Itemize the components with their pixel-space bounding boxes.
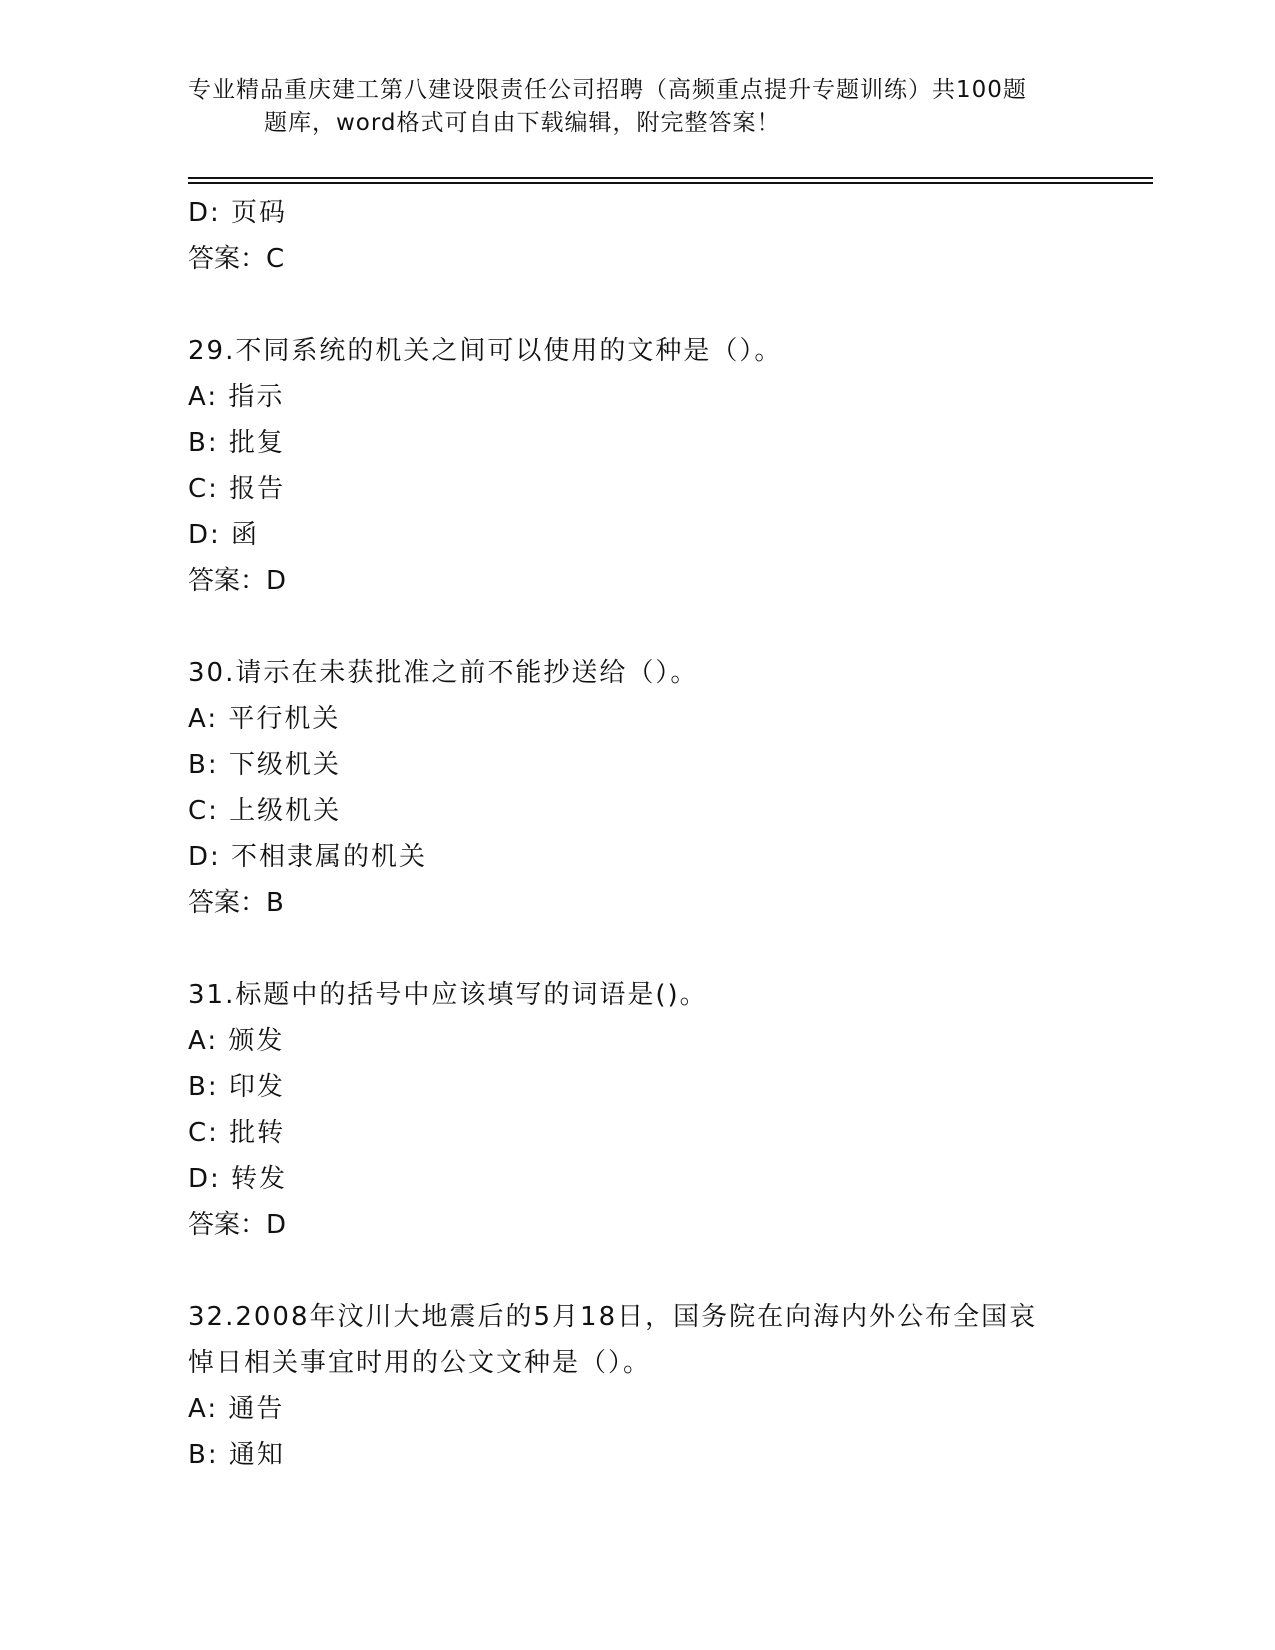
option-b: B: 下级机关 (188, 750, 341, 780)
spacer (188, 282, 1088, 328)
header-title-line-1: 专业精品重庆建工第八建设限责任公司招聘（高频重点提升专题训练）共100题 (188, 77, 1027, 103)
option-a: A: 平行机关 (188, 704, 341, 734)
option-a: A: 通告 (188, 1394, 285, 1424)
spacer (188, 1248, 1088, 1294)
question-text: 30.请示在未获批准之前不能抄送给（）。 (188, 658, 699, 688)
header-divider-top (188, 177, 1153, 179)
answer-line: 答案：C (188, 244, 285, 274)
option-a: A: 颁发 (188, 1026, 285, 1056)
option-d: D: 函 (188, 520, 260, 550)
question-text: 29.不同系统的机关之间可以使用的文种是（）。 (188, 336, 783, 366)
spacer (188, 604, 1088, 650)
option-d: D: 转发 (188, 1164, 288, 1194)
option-a: A: 指示 (188, 382, 285, 412)
option-c: C: 报告 (188, 474, 286, 504)
option-b: B: 印发 (188, 1072, 285, 1102)
option-c: C: 上级机关 (188, 796, 342, 826)
option-d: D: 页码 (188, 198, 288, 228)
document-header (188, 74, 1068, 140)
question-text-line-2: 悼日相关事宜时用的公文文种是（）。 (188, 1348, 652, 1378)
option-b: B: 通知 (188, 1440, 285, 1470)
option-d: D: 不相隶属的机关 (188, 842, 428, 872)
question-text: 31.标题中的括号中应该填写的词语是()。 (188, 980, 708, 1010)
question-text-line-1: 32.2008年汶川大地震后的5月18日，国务院在向海内外公布全国哀 (188, 1302, 1038, 1332)
option-c: C: 批转 (188, 1118, 286, 1148)
answer-line: 答案：D (188, 566, 287, 596)
header-divider-bottom (188, 182, 1153, 184)
question-list (188, 190, 1088, 1478)
answer-line: 答案：B (188, 888, 284, 918)
header-title-line-2: 题库，word格式可自由下载编辑，附完整答案！ (264, 110, 781, 136)
answer-line: 答案：D (188, 1210, 287, 1240)
option-b: B: 批复 (188, 428, 285, 458)
spacer (188, 926, 1088, 972)
